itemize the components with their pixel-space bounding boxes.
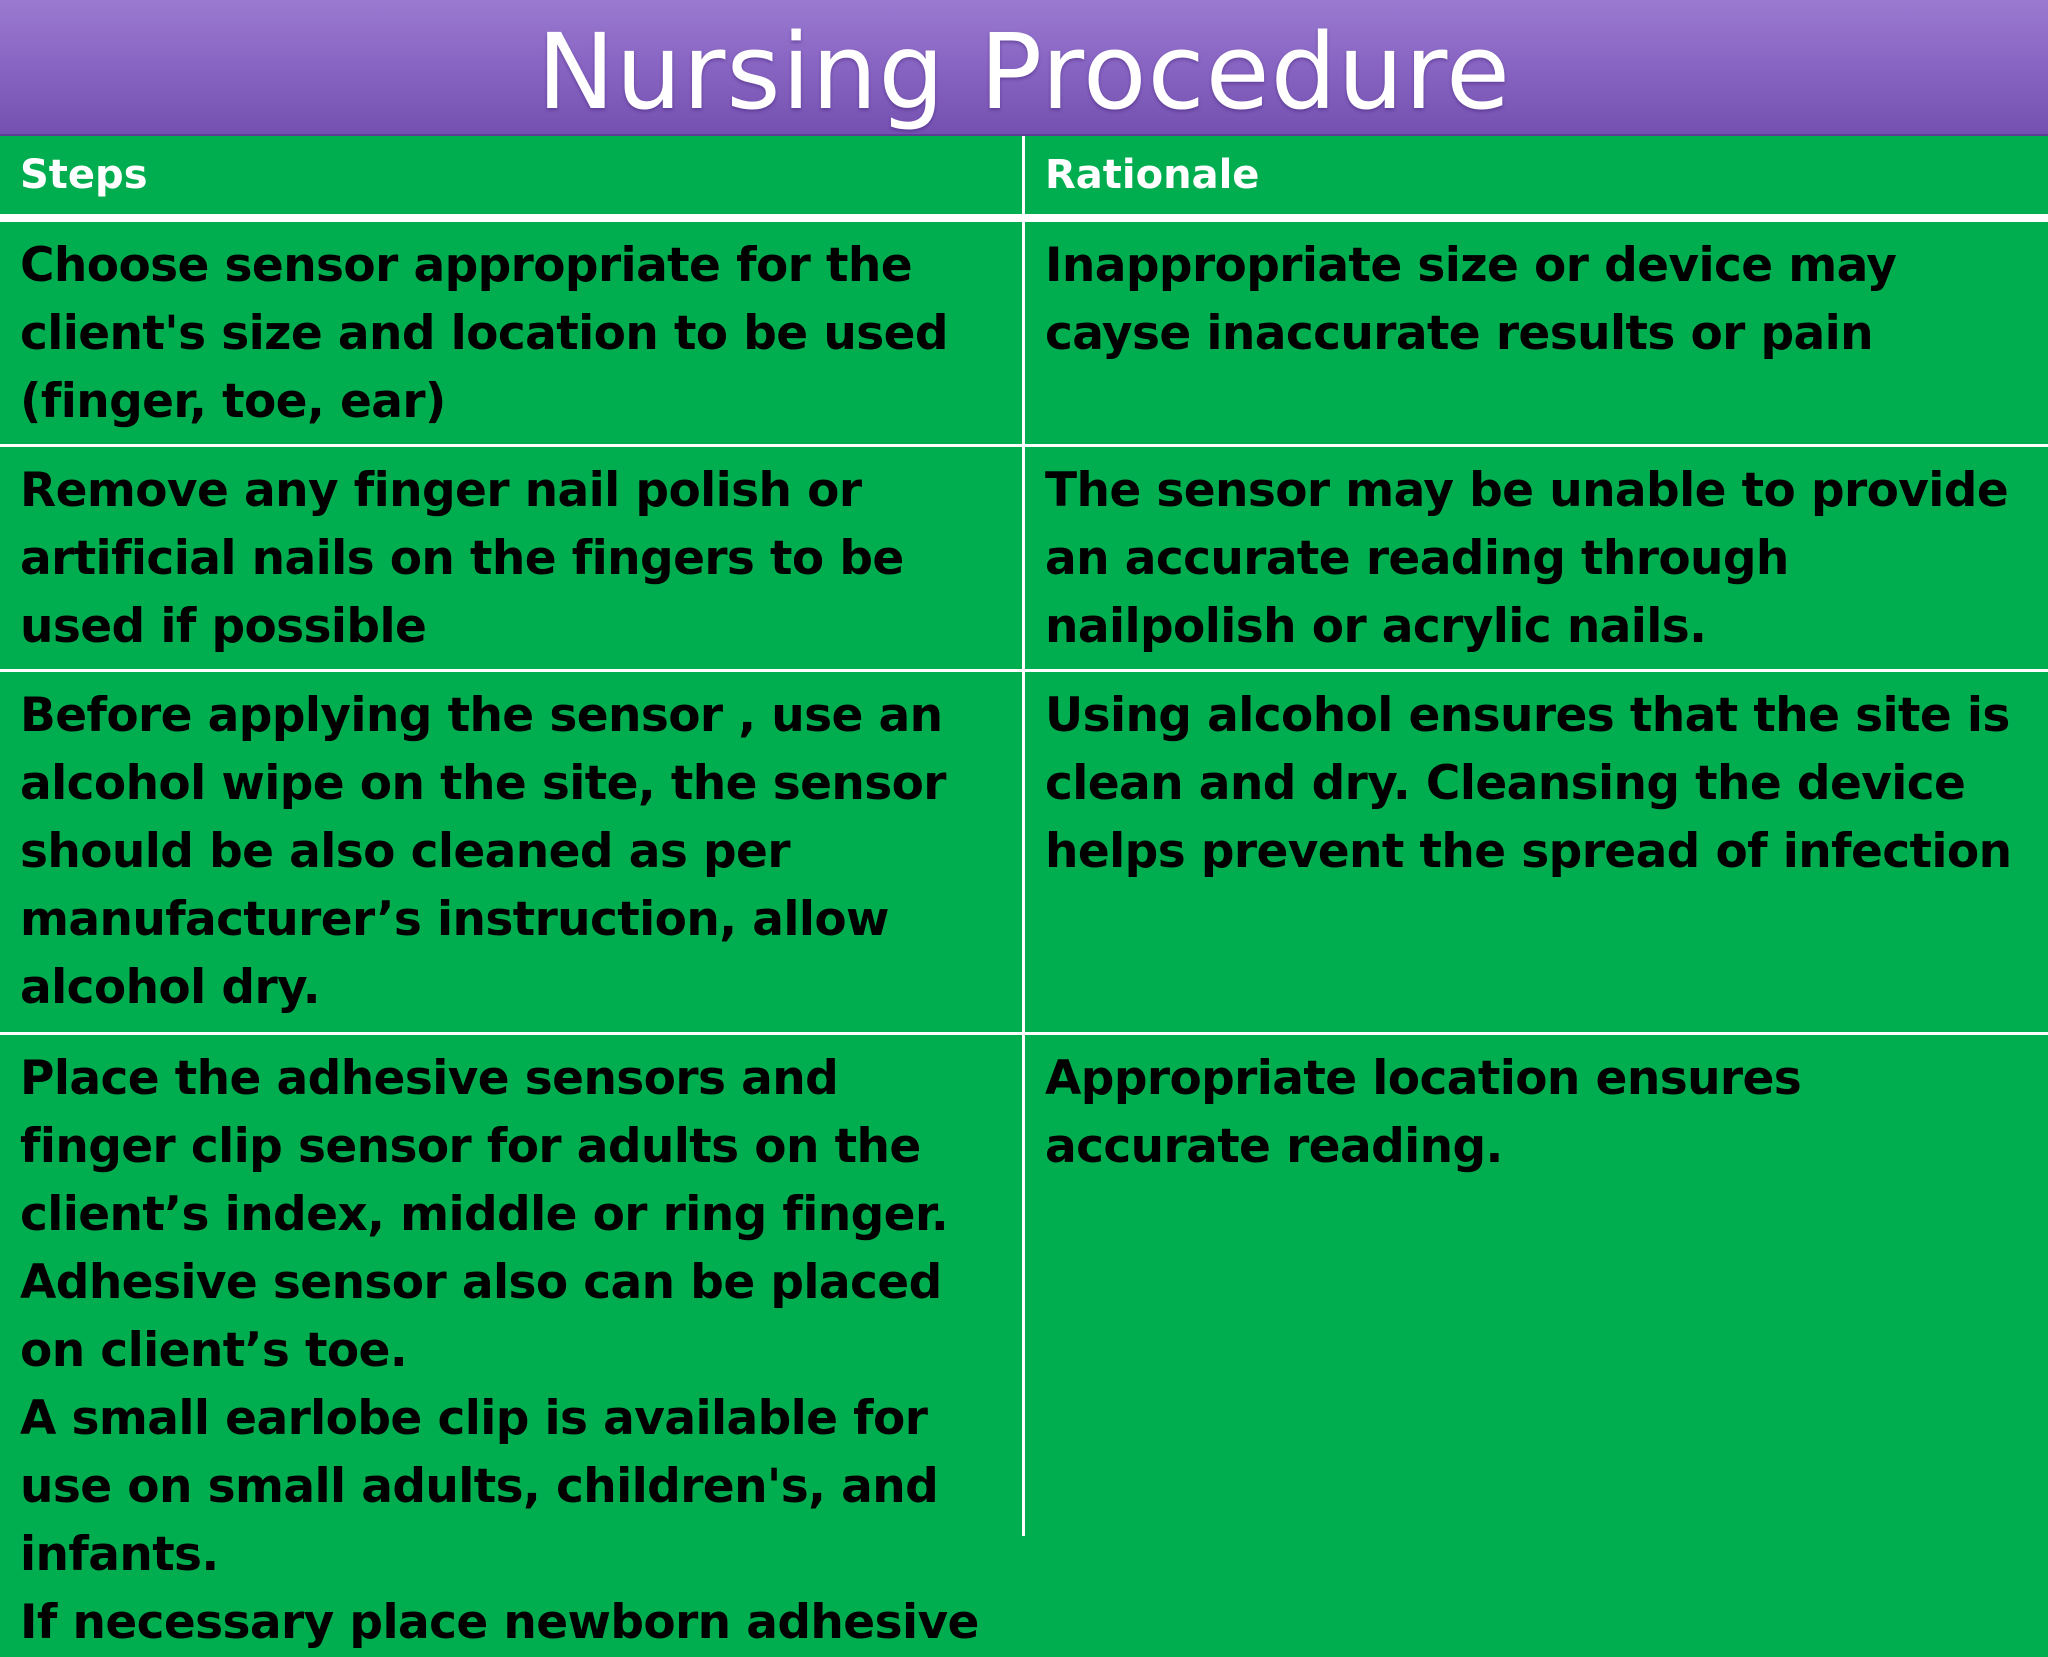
step-text: Choose sensor appropriate for the client's size and location to be used (finger, toe, ear) [20,238,948,429]
step-text: Remove any finger nail polish or artificial nails on the fingers to be used if possible [20,463,904,654]
slide-title: Nursing Procedure [536,11,1512,133]
table-row-1-step [0,222,1022,444]
title-bar [0,0,2048,136]
table-row-3-step [0,672,1022,1032]
table-row-4-rationale [1025,1035,2048,1536]
table-row-1-rationale [1025,222,2048,444]
table-row-2-rationale [1025,447,2048,669]
table-row-4-step [0,1035,1022,1650]
table-row-2-step [0,447,1022,669]
step-line: A small earlobe clip is available for use on small adults, children's, and infants. [20,1391,939,1582]
header-steps-label: Steps [20,152,148,198]
rationale-text: Using alcohol ensures that the site is clean and dry. Cleansing the device helps prevent the spread of infection [1045,688,2012,879]
step-text: Before applying the sensor , use an alcohol wipe on the site, the sensor should be also cleaned as per manufacturer’s instruction, allow alcohol dry. [20,688,946,1015]
step-line: Place the adhesive sensors and finger clip sensor for adults on the client’s index, middle or ring finger. Adhesive sensor also can be placed on client’s toe. [20,1051,949,1378]
table-header-rationale [1025,136,2048,214]
table-row-3-rationale [1025,672,2048,1032]
procedure-table [0,136,2048,1650]
step-line: If necessary place newborn adhesive [20,1595,979,1650]
table-header-steps [0,136,1022,214]
rationale-text: Inappropriate size or device may cayse inaccurate results or pain [1045,238,1897,361]
step-text [20,1035,1002,1657]
header-rationale-label: Rationale [1045,152,1260,198]
rationale-text: Appropriate location ensures accurate reading. [1045,1051,1802,1174]
rationale-text: The sensor may be unable to provide an accurate reading through nailpolish or acrylic nails. [1045,463,2009,654]
